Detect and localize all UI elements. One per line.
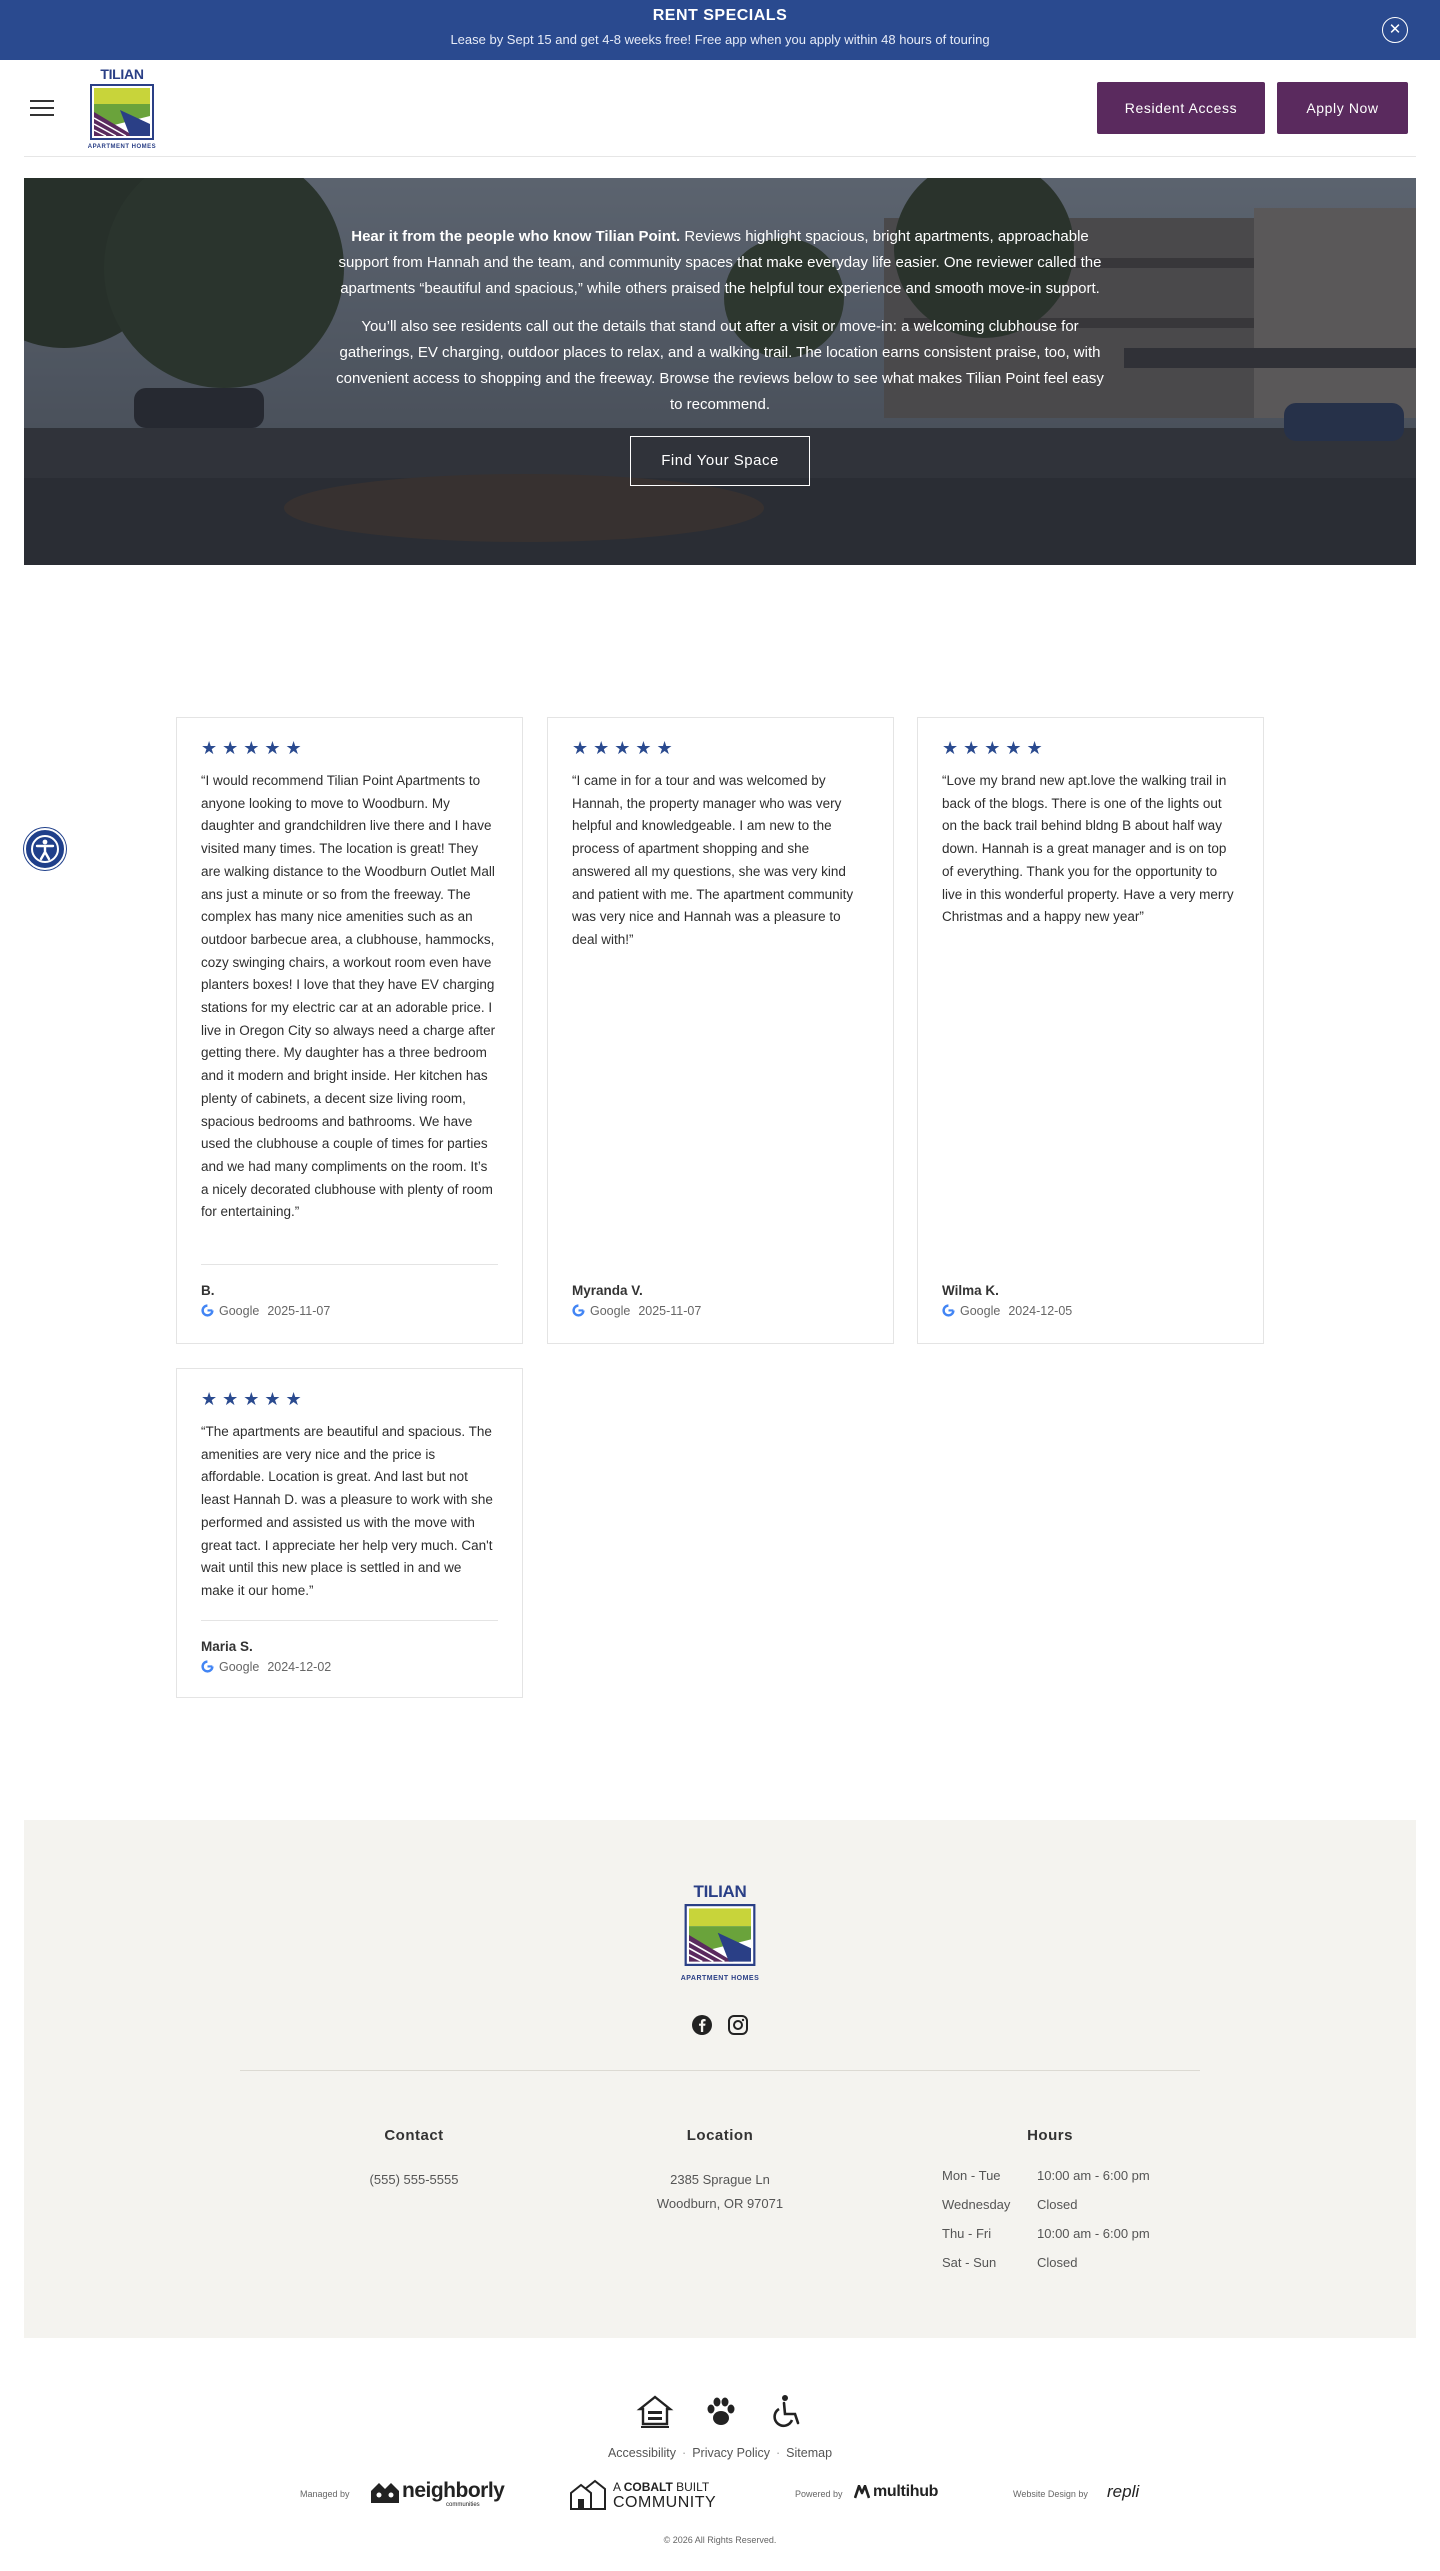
footer-logo-wordmark: TILIAN [693,1882,747,1901]
promo-title: RENT SPECIALS [652,7,788,24]
cobalt-community-logo[interactable]: COMMUNITY [613,2494,717,2511]
close-icon[interactable]: ✕ [1382,17,1408,43]
logo-mark-icon [90,84,154,140]
address-line-2[interactable]: Woodburn, OR 97071 [656,2196,784,2211]
find-your-space-button[interactable]: Find Your Space [630,436,810,486]
review-card [547,717,894,1344]
hero-lead: Hear it from the people who know Tilian Point. [351,228,681,245]
link-separator: · [682,2446,687,2460]
review-card [917,717,1264,1344]
location-heading: Location [686,2127,754,2144]
pet-friendly-icon [702,2392,740,2430]
review-source-name: Google [960,1304,1001,1318]
hours-time: Closed [1037,2197,1078,2212]
hero-content [335,224,1105,486]
review-date: 2025-11-07 [638,1304,702,1318]
reviewer-name: Maria S. [201,1639,253,1654]
neighborly-logo-icon [369,2479,399,2505]
hours-heading: Hours [1027,2127,1073,2144]
review-text: “Love my brand new apt.love the walking trail in back of the blogs. There is one of the lights out on the back trail behind bldng B about half way down. Hannah is a great manager and is on top of everything. Thank you for the opportunity to live in this wonderful property. Have a very merry Christmas and a happy new year” [942,773,1234,925]
review-source-name: Google [219,1304,260,1318]
multihub-logo-icon [854,2485,870,2499]
powered-by-label: Powered by [795,2489,843,2499]
review-source-name: Google [590,1304,631,1318]
review-card [176,717,523,1344]
privacy-policy-link[interactable]: Privacy Policy [692,2446,770,2460]
footer-contact [314,2127,514,2192]
google-icon [201,1304,214,1317]
wheelchair-accessible-icon [768,2392,806,2430]
reviewer-name: B. [201,1283,215,1298]
instagram-icon[interactable] [727,2014,749,2036]
hours-day: Wednesday [942,2197,1011,2212]
hours-time: Closed [1037,2255,1078,2270]
cobalt-community-logo-icon [569,2477,607,2511]
accessibility-link[interactable]: Accessibility [607,2446,677,2460]
multihub-logo[interactable]: multihub [873,2483,939,2500]
logo-mark-icon [682,1904,758,1966]
cobalt-built: BUILT [676,2480,710,2494]
review-source[interactable] [201,1304,330,1318]
review-text: “The apartments are beautiful and spacious. The amenities are very nice and the price is affordable. Location is great. And last but not least Hannah D. was a pleasure to work with she performed and assisted us with the move with great tact. I appreciate her help very much. Can't wait until this new place is settled in and we make it our home.” [201,1424,493,1598]
google-icon [942,1304,955,1317]
managed-by-label: Managed by [300,2489,350,2499]
review-text: “I would recommend Tilian Point Apartments to anyone looking to move to Woodburn. My daughter and grandchildren live there and I have visited many times. The location is great! They are walking distance to the Woodburn Outlet Mall ans just a minute or so from the freeway. The complex has many nice amenities such as an outdoor barbecue area, a clubhouse, hammocks, cozy swinging chairs, a workout room even have planters boxes! I love that they have EV charging stations for my electric car at an adorable price. I live in Oregon City so always need a charge after getting there. My daughter has a three bedroom and it modern and bright inside. Her kitchen has plenty of cabinets, a decent size living room, spacious bedrooms and bathrooms. We have used the clubhouse a couple of times for parties and we had many compliments on the room. It’s a nicely decorated clubhouse with plenty of room for entertaining.” [201,773,496,1220]
hero-paragraph-2: You’ll also see residents call out the details that stand out after a visit or move-in: a welcoming clubhouse for gatherings, EV charging, outdoor places to relax, and a walking trail. The location earns consistent praise, too, with convenient access to shopping and the freeway. Browse the reviews below to see what makes Tilian Point feel easy to recommend. [336,318,1104,413]
hours-day: Mon - Tue [942,2168,1001,2183]
copyright: © 2026 All Rights Reserved. [663,2535,777,2545]
reviewer-name: Myranda V. [572,1283,643,1298]
review-text: “I came in for a tour and was welcomed by Hannah, the property manager who was very helpful and knowledgeable. I am new to the process of apartment shopping and she answered all my questions, she was very kind and patient with me. The apartment community was very nice and Hannah was a pleasure to deal with!” [572,773,854,947]
footer-location [620,2127,820,2216]
star-rating: ★★★★★ [201,1389,307,1409]
sitemap-link[interactable]: Sitemap [786,2446,833,2460]
logo-wordmark: TILIAN [100,66,144,82]
hours-time: 10:00 am - 6:00 pm [1037,2168,1150,2183]
footer-logo-tagline: APARTMENT HOMES [680,1975,760,1982]
repli-logo[interactable]: repli [1107,2482,1140,2501]
star-rating: ★★★★★ [942,738,1048,758]
address-line-1[interactable]: 2385 Sprague Ln [670,2172,770,2187]
hours-time: 10:00 am - 6:00 pm [1037,2226,1150,2241]
hours-day: Sat - Sun [942,2255,997,2270]
site-logo[interactable] [80,66,164,150]
hero-paragraph-1 [335,224,1105,302]
reviewer-name: Wilma K. [942,1283,999,1298]
review-source[interactable] [572,1304,701,1318]
apply-now-button[interactable]: Apply Now [1277,82,1408,134]
logo-tagline: APARTMENT HOMES [87,144,157,150]
review-source-name: Google [219,1660,260,1674]
hero-section [24,178,1416,565]
accessibility-widget-button[interactable] [24,828,66,870]
google-icon [572,1304,585,1317]
facebook-icon[interactable] [691,2014,713,2036]
review-date: 2025-11-07 [267,1304,331,1318]
star-rating: ★★★★★ [572,738,678,758]
star-rating: ★★★★★ [201,738,307,758]
link-separator: · [776,2446,781,2460]
site-header [24,60,1416,156]
footer-logo[interactable] [668,1882,772,1982]
resident-access-button[interactable]: Resident Access [1097,82,1265,134]
neighborly-logo[interactable]: neighborly [402,2479,505,2502]
promo-text: Lease by Sept 15 and get 4-8 weeks free! Free app when you apply within 48 hours of touring [450,32,990,47]
equal-housing-icon [636,2392,674,2430]
review-card [176,1368,523,1698]
header-divider [24,156,1416,157]
footer-hours [950,2127,1150,2168]
review-source[interactable] [942,1304,1072,1318]
google-icon [201,1660,214,1673]
review-divider [201,1620,498,1621]
hero-paragraph-1-text: Reviews highlight spacious, bright apartments, approachable support from Hannah and the team, and community spaces that make everyday life easier. One reviewer called the apartments “beautiful and spacious,” while others praised the helpful tour experience and smooth move-in support. [338,228,1102,297]
contact-phone[interactable]: (555) 555-5555 [369,2172,459,2187]
hours-day: Thu - Fri [942,2226,992,2241]
cobalt-logo-line1[interactable] [613,2480,709,2494]
website-design-label: Website Design by [1013,2489,1088,2499]
cobalt-word: COBALT [623,2480,673,2494]
accessibility-icon [26,830,64,868]
footer-divider [240,2070,1200,2071]
site-footer [24,1820,1416,2338]
review-divider [201,1264,498,1265]
neighborly-tagline: communities [446,2502,480,2508]
cobalt-a: A [613,2480,621,2494]
legal-links [0,2446,1440,2460]
menu-icon[interactable] [30,100,54,118]
review-date: 2024-12-05 [1008,1304,1073,1318]
review-source[interactable] [201,1660,331,1674]
promo-banner [0,0,1440,60]
review-date: 2024-12-02 [267,1660,332,1674]
contact-heading: Contact [384,2127,444,2144]
